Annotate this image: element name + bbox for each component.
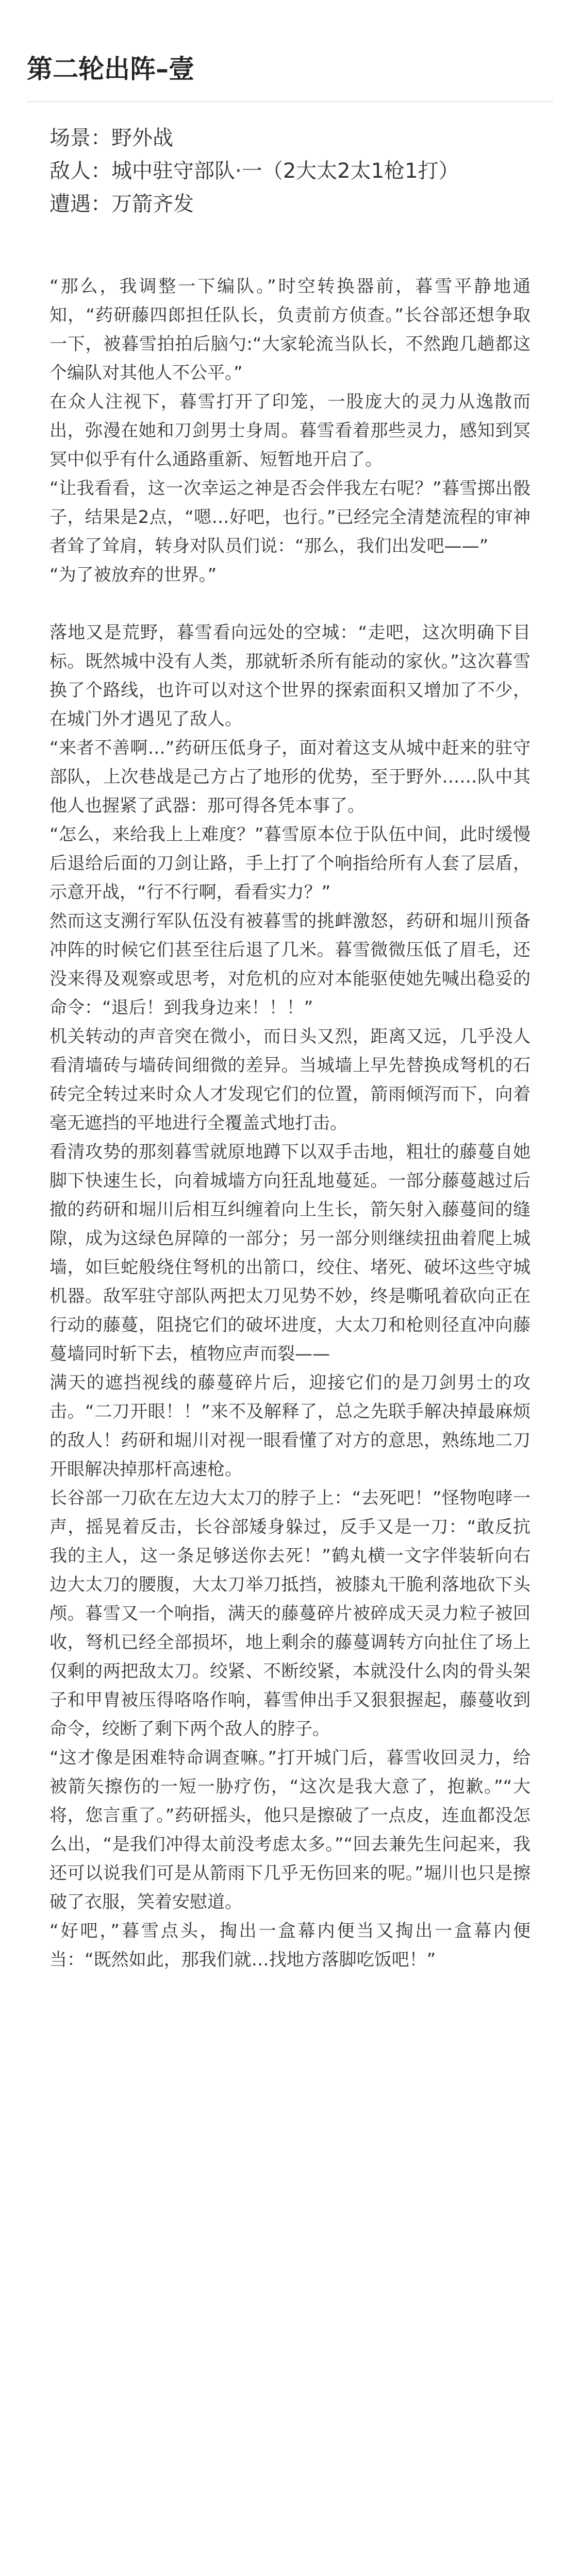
- page-title: 第二轮出阵–壹: [27, 54, 194, 84]
- paragraph: 看清攻势的那刻暮雪就原地蹲下以双手击地，粗壮的藤蔓自她脚下快速生长，向着城墙方向狂乱地蔓延。一部分藤蔓越过后撤的药研和堀川后相互纠缠着向上生长，箭矢射入藤蔓间的缝隙，成为这绿色屏障的一部分；另一部分则继续扭曲着爬上城墙，如巨蛇般绕住弩机的出箭口，绞住、堵死、破坏这些守城机器。敌军驻守部队两把太刀见势不妙，终是嘶吼着砍向正在行动的藤蔓，阻挠它们的破坏进度，大太刀和枪则径直冲向藤蔓墙同时斩下去，植物应声而裂——: [49, 1142, 531, 1364]
- meta-encounter: 遭遇：万箭齐发: [49, 192, 194, 216]
- paragraph: “让我看看，这一次幸运之神是否会伴我左右呢？”暮雪掷出骰子，结果是2点，“嗯…好吧，也行。”已经完全清楚流程的审神者耸了耸肩，转身对队员们说：“那么，我们出发吧——”: [49, 478, 531, 556]
- story-body: [0, 272, 580, 1974]
- paragraph: “为了被放弃的世界。”: [49, 565, 217, 585]
- paragraph: “来者不善啊…”药研压低身子，面对着这支从城中赶来的驻守部队，上次巷战是己方占了地形的优势，至于野外……队中其他人也握紧了武器：那可得各凭本事了。: [49, 738, 531, 816]
- title-divider: [27, 101, 553, 103]
- paragraph: “这才像是困难特命调查嘛。”打开城门后，暮雪收回灵力，给被箭矢擦伤的一短一胁疗伤，“这次是我大意了，抱歉。”“大将，您言重了。”药研摇头，他只是擦破了一点皮，连血都没怎么出，“是我们冲得太前没考虑太多。”“回去兼先生问起来，我还可以说我们可是从箭雨下几乎无伤回来的呢。”堀川也只是擦破了衣服，笑着安慰道。: [49, 1748, 531, 1912]
- paragraph: 长谷部一刀砍在左边大太刀的脖子上：“去死吧！”怪物咆哮一声，摇晃着反击，长谷部矮身躲过，反手又是一刀：“敢反抗我的主人，这一条足够送你去死！”鹤丸横一文字伴装斩向右边大太刀的腰腹，大太刀举刀抵挡，被膝丸干脆利落地砍下头颅。暮雪又一个响指，满天的藤蔓碎片被碎成天灵力粒子被回收，弩机已经全部损坏，地上剩余的藤蔓调转方向扯住了场上仅剩的两把敌太刀。绞紧、不断绞紧，本就没什么肉的骨头架子和甲胄被压得咯咯作响，暮雪伸出手又狠狠握起，藤蔓收到命令，绞断了剩下两个敌人的脖子。: [49, 1488, 531, 1739]
- paragraph: 然而这支溯行军队伍没有被暮雪的挑衅激怒，药研和堀川预备冲阵的时候它们甚至往后退了几米。暮雪微微压低了眉毛，还没来得及观察或思考，对危机的应对本能驱使她先喊出稳妥的命令：“退后！到我身边来！！！”: [49, 911, 531, 1018]
- paragraph: 在众人注视下，暮雪打开了印笼，一股庞大的灵力从逸散而出，弥漫在她和刀剑男士身周。暮雪看着那些灵力，感知到冥冥中似乎有什么通路重新、短暂地开启了。: [49, 392, 531, 470]
- paragraph: 落地又是荒野，暮雪看向远处的空城：“走吧，这次明确下目标。既然城中没有人类，那就斩杀所有能动的家伙。”这次暮雪换了个路线，也许可以对这个世界的探索面积又增加了不少，在城门外才遇见了敌人。: [49, 622, 531, 730]
- paragraph: “好吧，”暮雪点头，掏出一盒幕内便当又掏出一盒幕内便当：“既然如此，那我们就…找地方落脚吃饭吧！”: [49, 1921, 531, 1970]
- paragraph-spacer: [49, 589, 531, 618]
- paragraph: “怎么，来给我上上难度？”暮雪原本位于队伍中间，此时缓慢后退给后面的刀剑让路，手上打了个响指给所有人套了层盾，示意开战，“行不行啊，看看实力？”: [49, 824, 531, 903]
- meta-enemy: 敌人：城中驻守部队·一（2大太2太1枪1打）: [49, 159, 459, 183]
- paragraph: 满天的遮挡视线的藤蔓碎片后，迎接它们的是刀剑男士的攻击。“二刀开眼！！”来不及解释了，总之先联手解决掉最麻烦的敌人！药研和堀川对视一眼看懂了对方的意思，熟练地二刀开眼解决掉那杆高速枪。: [49, 1372, 531, 1480]
- paragraph: “那么，我调整一下编队。”时空转换器前，暮雪平静地通知，“药研藤四郎担任队长，负责前方侦查。”长谷部还想争取一下，被暮雪拍拍后脑勺:“大家轮流当队长，不然跑几趟都这个编队对其他人不公平。”: [49, 276, 531, 383]
- meta-block: [0, 122, 580, 221]
- paragraph: 机关转动的声音突在微小，而日头又烈，距离又远，几乎没人看清墙砖与墙砖间细微的差异。当城墙上早先替换成弩机的石砖完全转过来时众人才发现它们的位置，箭雨倾泻而下，向着毫无遮挡的平地进行全覆盖式地打击。: [49, 1026, 531, 1133]
- meta-scene: 场景：野外战: [49, 126, 173, 150]
